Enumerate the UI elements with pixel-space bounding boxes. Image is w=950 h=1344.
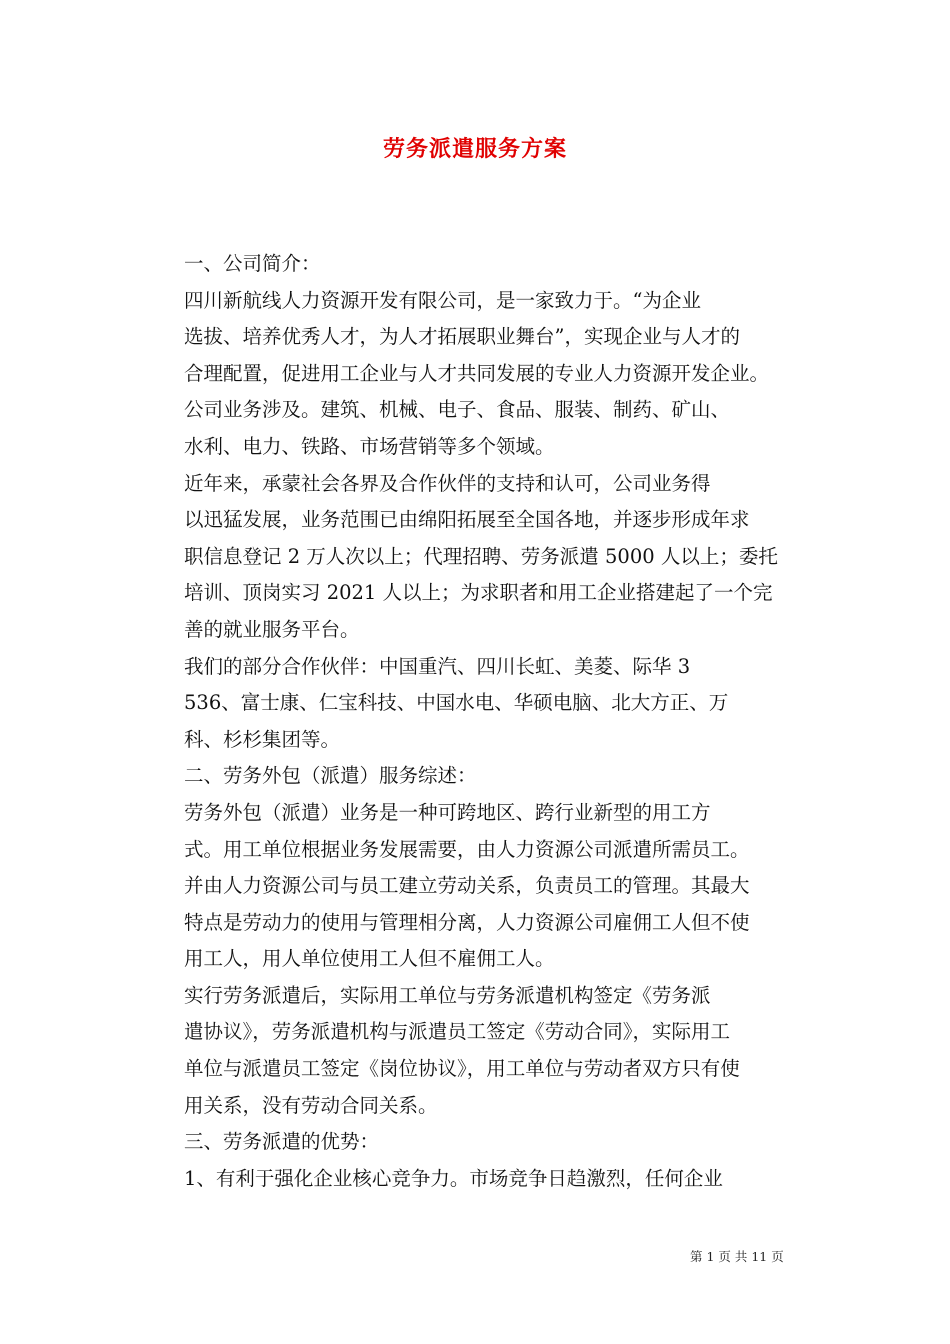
text-line: 遣协议》，劳务派遣机构与派遣员工签定《劳动合同》，实际用工: [184, 1020, 731, 1044]
paragraph: [145, 392, 805, 465]
text-line: 四川新航线人力资源开发有限公司，是一家致力于。“为企业: [184, 288, 701, 312]
text-line: 公司业务涉及。建筑、机械、电子、食品、服装、制药、矿山、: [184, 398, 731, 422]
paragraph: [145, 1161, 805, 1198]
text-line: 合理配置，促进用工企业与人才共同发展的专业人力资源开发企业。: [184, 361, 770, 385]
text-line: 特点是劳动力的使用与管理相分离，人力资源公司雇佣工人但不使: [184, 910, 750, 934]
text-line: 水利、电力、铁路、市场营销等多个领域。: [184, 434, 555, 458]
text-line: 536、富士康、仁宝科技、中国水电、华硕电脑、北大方正、万: [184, 691, 729, 715]
text-line: 单位与派遣员工签定《岗位协议》，用工单位与劳动者双方只有使: [184, 1057, 740, 1081]
page-number-footer: 第 1 页 共 11 页: [690, 1249, 784, 1264]
text-line: 我们的部分合作伙伴：中国重汽、四川长虹、美菱、际华 3: [184, 654, 691, 678]
text-line: 用关系，没有劳动合同关系。: [184, 1093, 438, 1117]
paragraph: [145, 758, 805, 795]
paragraph: [145, 978, 805, 1124]
text-line: 善的就业服务平台。: [184, 617, 360, 641]
text-line: 培训、顶岗实习 2021 人以上；为求职者和用工企业搭建起了一个完: [184, 581, 773, 605]
paragraph: [145, 246, 805, 283]
text-line: 选拔、培养优秀人才，为人才拓展职业舞台”，实现企业与人才的: [184, 325, 740, 349]
paragraph: [145, 649, 805, 759]
paragraph: [145, 795, 805, 978]
text-line: 用工人，用人单位使用工人但不雇佣工人。: [184, 947, 555, 971]
text-line: 劳务外包（派遣）业务是一种可跨地区、跨行业新型的用工方: [184, 800, 711, 824]
paragraph: [145, 1124, 805, 1161]
text-line: 并由人力资源公司与员工建立劳动关系，负责员工的管理。其最大: [184, 874, 750, 898]
text-line: 式。用工单位根据业务发展需要，由人力资源公司派遣所需员工。: [184, 837, 750, 861]
paragraph: [145, 283, 805, 393]
text-line: 1、有利于强化企业核心竞争力。市场竞争日趋激烈，任何企业: [184, 1166, 723, 1190]
text-line: 近年来，承蒙社会各界及合作伙伴的支持和认可，公司业务得: [184, 471, 711, 495]
text-line: 一、公司简介：: [184, 252, 321, 275]
text-line: 以迅猛发展，业务范围已由绵阳拓展至全国各地，并逐步形成年求: [184, 508, 750, 532]
document-title: 劳务派遣服务方案: [382, 136, 567, 162]
paragraph: [145, 466, 805, 649]
document-body: [145, 246, 805, 1197]
text-line: 科、杉杉集团等。: [184, 727, 341, 751]
text-line: 职信息登记 2 万人次以上；代理招聘、劳务派遣 5000 人以上；委托: [184, 544, 778, 568]
text-line: 实行劳务派遣后，实际用工单位与劳务派遣机构签定《劳务派: [184, 983, 711, 1007]
text-line: 三、劳务派遣的优势：: [184, 1130, 380, 1154]
text-line: 二、劳务外包（派遣）服务综述：: [184, 764, 477, 788]
